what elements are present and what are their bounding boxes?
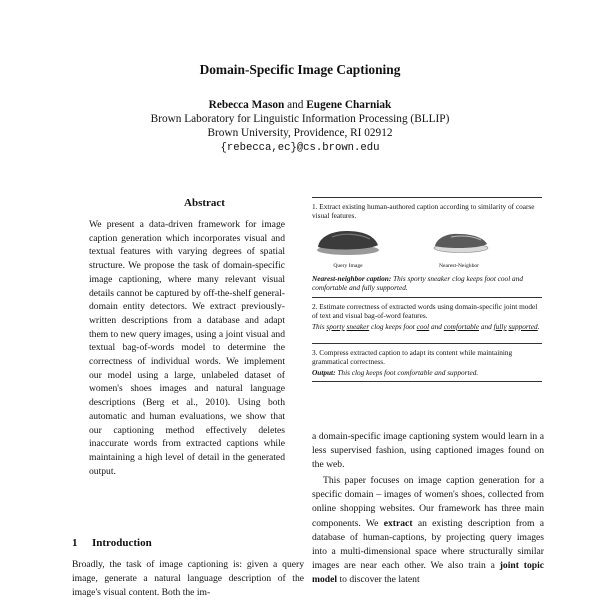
figure-rule-2 — [312, 297, 542, 298]
author-2: Eugene Charniak — [306, 99, 392, 111]
query-image-shoe — [312, 223, 382, 257]
figure-step-2: 2. Estimate correctness of extracted words using domain-specific joint model of text and visual bag-of-word features. — [312, 302, 538, 321]
nn-caption-text: This sporty sneaker clog keeps foot cool and comfortable and fully supported. — [312, 274, 523, 293]
query-image-label: Query Image — [333, 263, 363, 269]
abstract-heading: Abstract — [184, 197, 225, 209]
word-correctness-caption: This sporty sneaker clog keeps foot cool and comfortable and fully supported. — [312, 322, 540, 331]
word-supported: supported — [508, 322, 538, 331]
nn-caption-label: Nearest-neighbor caption: — [312, 274, 392, 283]
nearest-neighbor-caption — [312, 274, 542, 293]
neighbor-image-shoe — [429, 225, 491, 255]
output-caption — [312, 368, 542, 377]
word-sneaker: sneaker — [346, 322, 370, 331]
author-1: Rebecca Mason — [208, 99, 285, 111]
word-comfortable: comfortable — [443, 322, 480, 331]
author-block — [0, 98, 600, 155]
figure-rule-top — [312, 197, 542, 198]
author-conjunction: and — [287, 99, 304, 111]
section-title: Introduction — [92, 537, 152, 549]
figure-rule-3 — [312, 343, 542, 344]
author-email: {rebecca,ec}@cs.brown.edu — [220, 141, 380, 154]
neighbor-image-label: Nearest-Neighbor — [438, 263, 480, 269]
output-caption-text: This clog keeps foot comfortable and supported. — [337, 368, 479, 377]
affiliation-lab: Brown Laboratory for Linguistic Information Processing (BLLIP) — [150, 113, 450, 126]
paper-title: Domain-Specific Image Captioning — [199, 62, 401, 77]
section-number: 1 — [72, 537, 78, 549]
intro-left-text: Broadly, the task of image captioning is: given a query image, generate a natural language description of the image's visual content. Both the im- — [72, 559, 304, 598]
joint-topic-model-term: joint topic model — [312, 560, 545, 586]
figure-step-3: 3. Compress extracted caption to adapt its content while maintaining grammatical correctness. — [312, 348, 513, 367]
author-line — [0, 98, 600, 112]
figure-step-1: 1. Extract existing human-authored caption according to similarity of coarse visual features. — [312, 202, 535, 221]
figure-rule-bottom — [312, 381, 542, 382]
right-paragraph-1: a domain-specific image captioning system would learn in a less supervised fashion, using captioned images found on the web. — [312, 431, 544, 471]
output-label: Output: — [312, 368, 336, 377]
word-fully: fully — [493, 322, 507, 331]
word-cool: cool — [416, 322, 430, 331]
right-paragraph-2: This paper focuses on image caption generation for a specific domain – images of women's shoes, collected from online shopping websites. Our framework has three main components. We extract an existing description from a database of human-captions, by projecting query images into a multi-dimensional space where structurally similar images are near each other. We also train a joint topic model to discover the latent — [312, 475, 545, 586]
extract-term: extract — [383, 517, 413, 529]
word-sporty: sporty — [326, 322, 345, 331]
abstract-text: We present a data-driven framework for image caption generation which incorporates visual and textual features with varying degrees of spatial structure. We propose the task of domain-specific image captioning, where many relevant visual details cannot be captured by off-the-shelf general-domain entity detectors. We extract previously-written descriptions from a database and adapt them to new query images, using a joint visual and textual bag-of-words model to determine the correctness of individual words. We implement our model using a large, unlabeled dataset of women's shoes images and natural language descriptions (Berg et al., 2010). Using both automatic and human evaluations, we show that our captioning method effectively deletes inaccurate words from extracted captions while maintaining a high level of detail in the generated output. — [89, 219, 285, 477]
affiliation-university: Brown University, Providence, RI 02912 — [207, 127, 393, 140]
section-heading — [72, 537, 152, 549]
